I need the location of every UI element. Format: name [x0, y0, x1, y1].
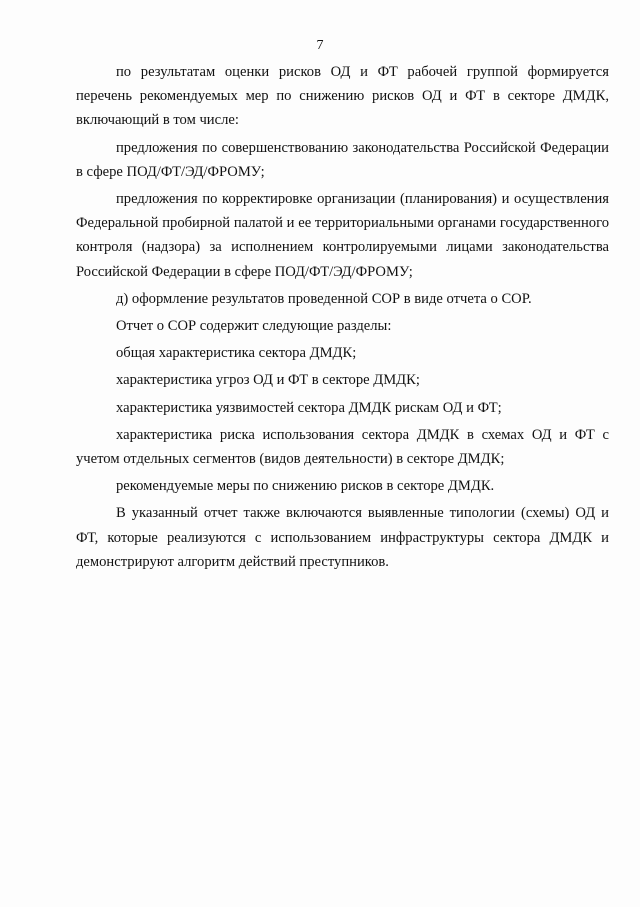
paragraph: В указанный отчет также включаются выявленные типологии (схемы) ОД и ФТ, которые реализуются с использованием инфраструктуры сектора ДМДК и демонстрируют алгоритм действий преступников. — [76, 505, 609, 570]
paragraph: рекомендуемые меры по снижению рисков в секторе ДМДК. — [116, 478, 495, 495]
document-body — [76, 60, 609, 577]
paragraph: д) оформление результатов проведенной СОР в виде отчета о СОР. — [116, 290, 532, 307]
paragraph: по результатам оценки рисков ОД и ФТ рабочей группой формируется перечень рекомендуемых мер по снижению рисков ОД и ФТ в секторе ДМДК, включающий в том числе: — [76, 64, 609, 129]
paragraph: характеристика риска использования сектора ДМДК в схемах ОД и ФТ с учетом отдельных сегментов (видов деятельности) в секторе ДМДК; — [76, 426, 609, 468]
paragraph: предложения по корректировке организации (планирования) и осуществления Федеральной пробирной палатой и ее территориальными органами государственного контроля (надзора) за исполнением контролируемыми лицами законодательства Российской Федерации в сфере ПОД/ФТ/ЭД/ФРОМУ; — [76, 191, 609, 280]
paragraph: общая характеристика сектора ДМДК; — [116, 345, 357, 362]
page-number: 7 — [316, 38, 324, 53]
paragraph: характеристика угроз ОД и ФТ в секторе ДМДК; — [116, 372, 420, 389]
paragraph: характеристика уязвимостей сектора ДМДК рискам ОД и ФТ; — [116, 399, 502, 416]
paragraph: предложения по совершенствованию законодательства Российской Федерации в сфере ПОД/ФТ/ЭД/ФРОМУ; — [76, 139, 609, 180]
paragraph: Отчет о СОР содержит следующие разделы: — [116, 318, 392, 335]
